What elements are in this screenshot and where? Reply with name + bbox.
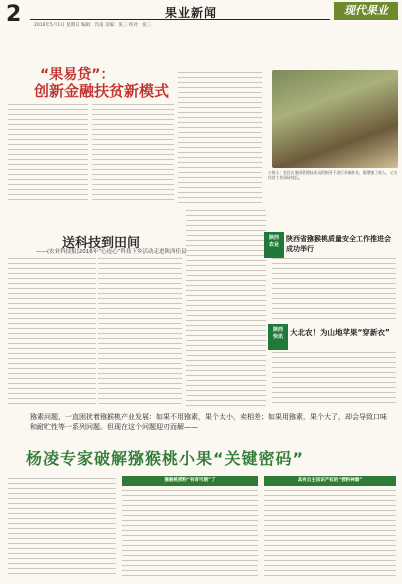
story2-subtitle: ——(农业科技报)2016年“心连心”科技下乡活动走进陕西佳县 [36, 249, 187, 255]
news1-badge-line2: 农业 [268, 242, 279, 248]
page-header [0, 0, 402, 34]
feature-body-col3 [178, 72, 262, 204]
page-number: 2 [6, 2, 22, 27]
news1-badge-line1: 陕西 [268, 235, 279, 241]
feature-title-line1: “果易贷”： [40, 67, 115, 83]
banner-headline: 杨凌专家破解猕猴桃小果“关键密码” [26, 449, 305, 468]
news2-badge [268, 324, 288, 350]
bottom-body-col1 [8, 478, 116, 578]
bottom-body-col3 [264, 490, 396, 578]
banner-subtitle: 猕素问题，一直困扰着猕猴桃产业发展：如果不用猕素，果个太小，卖相差；如果用猕素，果个大了，却会导致口味和耐贮性等一系列问题。但现在这个问题迎刃而解—— [30, 413, 387, 431]
story2-body-col1a [8, 258, 96, 406]
news1-title: 陕西省猕猴桃质量安全工作推进会成功举行 [286, 235, 391, 253]
feature-body-col2 [92, 104, 174, 204]
story2-body-col2 [186, 210, 266, 406]
story2-title: 送科技到田间 [62, 236, 141, 251]
news2-body [272, 352, 396, 406]
bottom-subhead-1: 猕猴桃授粉“有奇可期”了 [122, 476, 258, 486]
bottom-banner [4, 412, 398, 472]
feature-title-line2: 创新金融扶贫新模式 [34, 82, 170, 100]
brand-logo: 现代果业 [334, 2, 398, 20]
page-name: 果业新闻 [165, 6, 218, 20]
bottom-body-col2 [122, 490, 258, 578]
news2-title: 大北农！为山地苹果“穿新衣” [290, 328, 390, 337]
photo-caption: 小贴士：农民在果园管理技术员的指导下进行采摘作业，既增加了收入，又为扶贫工作添砖加瓦。 [268, 170, 398, 180]
feature-body-col1 [8, 104, 88, 204]
news1-body [272, 258, 396, 322]
news1-badge [264, 232, 284, 258]
news2-badge-line2: 快讯 [272, 334, 283, 340]
news2-badge-line1: 陕西 [272, 327, 283, 333]
bottom-subhead-2: 具有自主知识产权的“授粉神器” [264, 476, 396, 486]
header-info: 2016年5月1日 星期日 编辑：肖南 美编：张三 校对：张三 [34, 23, 152, 28]
orchard-photo [272, 70, 398, 168]
story2-body-col1b [98, 258, 182, 406]
